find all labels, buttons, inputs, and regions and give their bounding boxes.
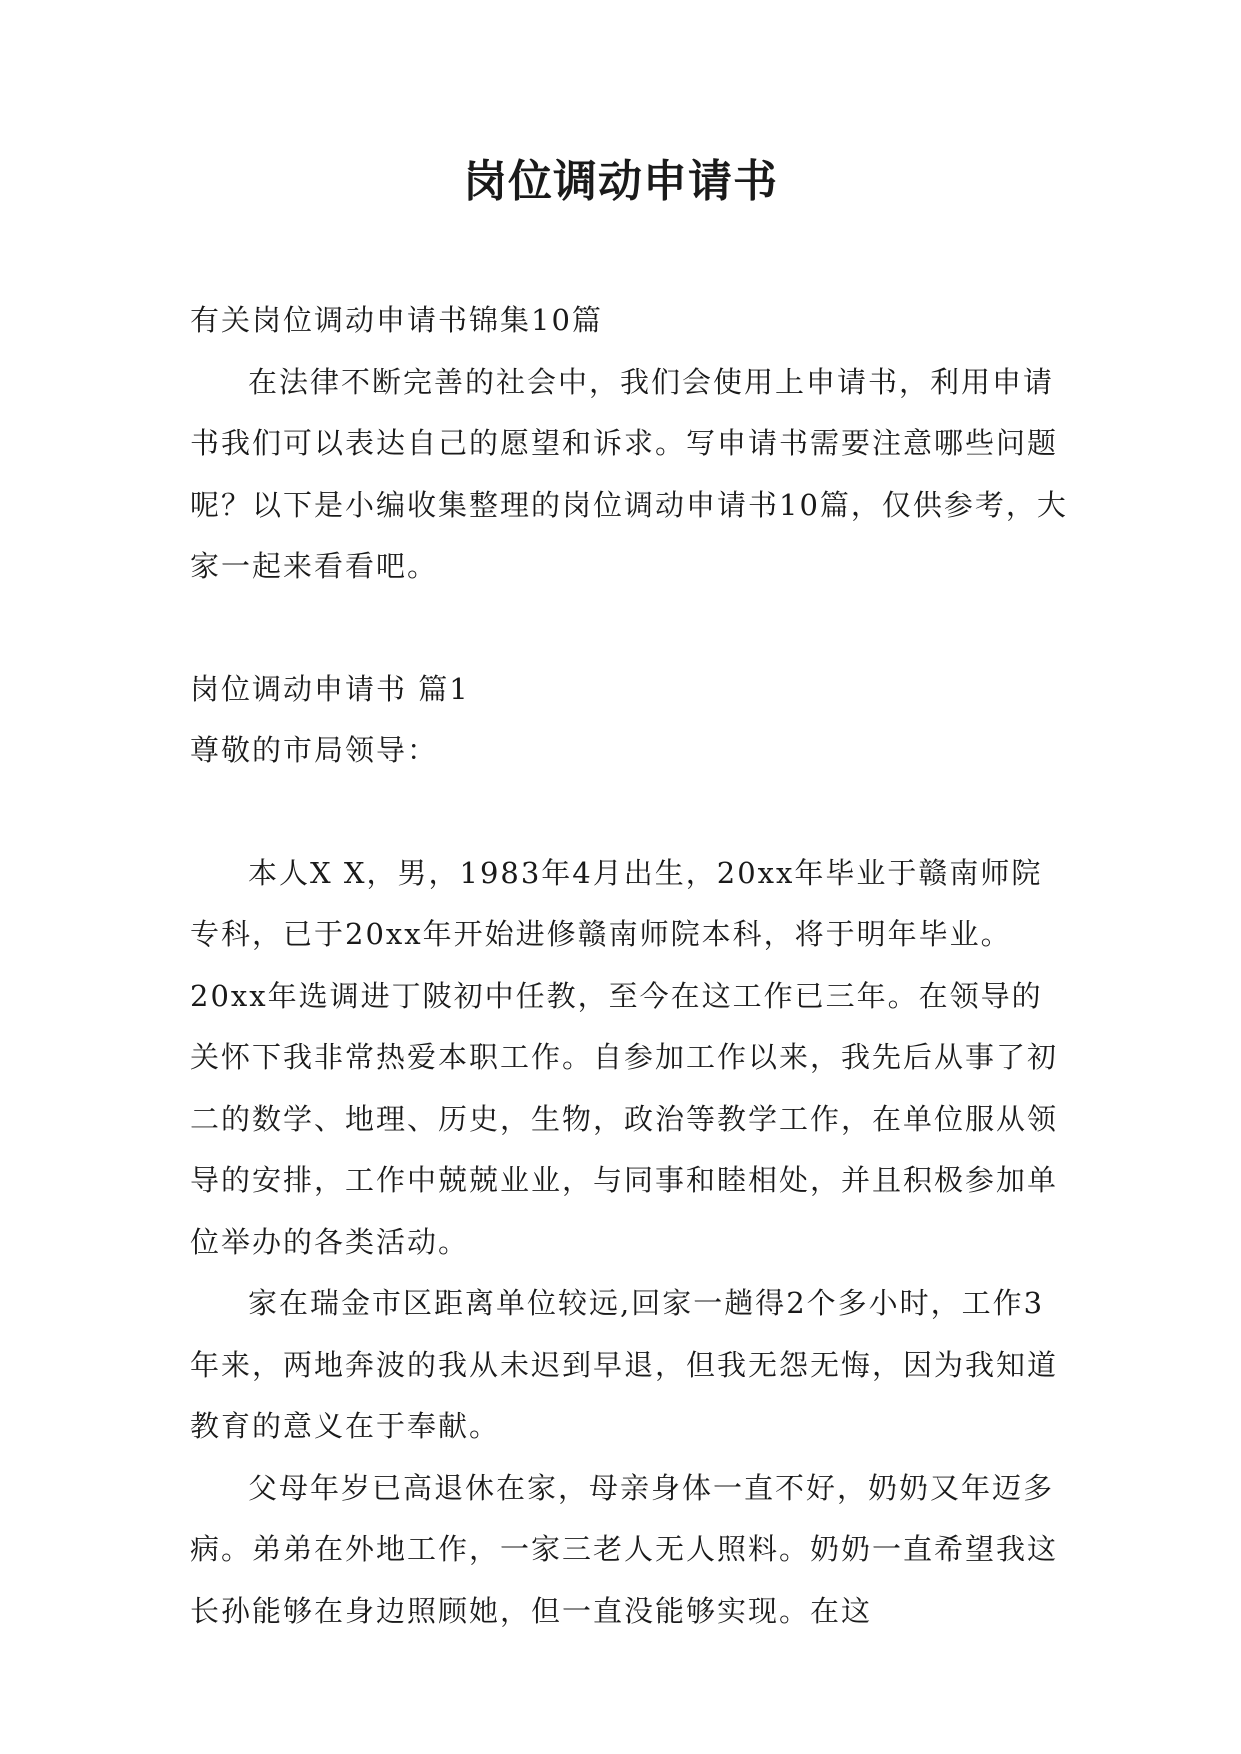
document-title: 岗位调动申请书 <box>463 156 778 207</box>
body-paragraph-3: 父母年岁已高退休在家，母亲身体一直不好，奶奶又年迈多病。弟弟在外地工作，一家三老人无人照料。奶奶一直希望我这长孙能够在身边照顾她，但一直没能够实现。在这 <box>190 1470 1059 1628</box>
intro-paragraph: 在法律不断完善的社会中，我们会使用上申请书，利用申请书我们可以表达自己的愿望和诉求。写申请书需要注意哪些问题呢？以下是小编收集整理的岗位调动申请书10篇，仅供参考，大家一起来看看吧。 <box>190 364 1068 583</box>
spacer <box>190 598 1070 659</box>
body-paragraph-2: 家在瑞金市区距离单位较远,回家一趟得2个多小时，工作3年来，两地奔波的我从未迟到早退，但我无怨无悔，因为我知道教育的意义在于奉献。 <box>190 1286 1059 1443</box>
body-paragraph-1: 本人X X，男，1983年4月出生，20xx年毕业于赣南师院专科，已于20xx年开始进修赣南师院本科，将于明年毕业。20xx年选调进丁陂初中任教，至今在这工作已三年。在领导的关怀下我非常热爱本职工作。自参加工作以来，我先后从事了初二的数学、地理、历史，生物，政治等教学工作，在单位服从领导的安排，工作中兢兢业业，与同事和睦相处，并且积极参加单位举办的各类活动。 <box>190 855 1059 1259</box>
document-body <box>190 290 1070 1642</box>
document-subtitle: 有关岗位调动申请书锦集10篇 <box>190 303 603 337</box>
salutation: 尊敬的市局领导： <box>190 733 439 767</box>
section-heading: 岗位调动申请书 篇1 <box>190 671 470 706</box>
spacer <box>190 782 1070 843</box>
